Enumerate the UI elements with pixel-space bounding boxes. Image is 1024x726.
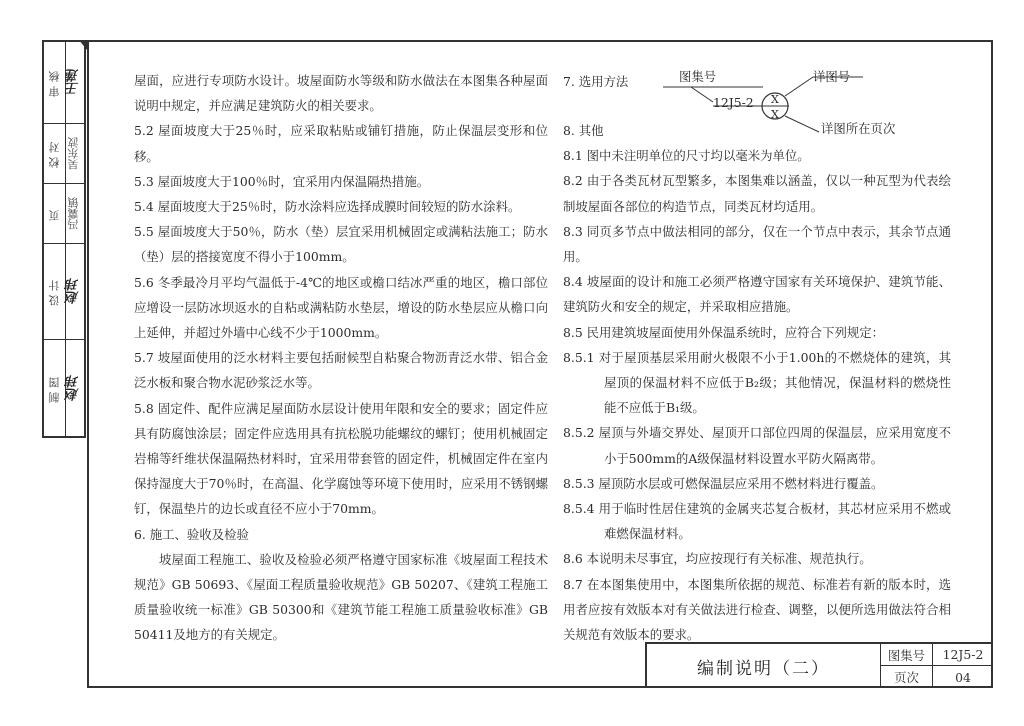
callout-code: 12J5-2 xyxy=(713,95,754,110)
section-7-heading: 7. 选用方法 xyxy=(563,74,629,89)
sign-cell-review xyxy=(44,42,84,124)
sign-cell-proof-sign xyxy=(44,184,84,244)
title-block xyxy=(645,642,993,688)
note-8-5-1: 8.5.1 对于屋顶基层采用耐火极限不小于1.00h的不燃烧体的建筑，其屋顶的保温材料不应低于B₂级；其他情况，保温材料的燃烧性能不应低于B₁级。 xyxy=(563,349,951,416)
note-8-4: 8.4 坡屋面的设计和施工必须严格遵守国家有关环境保护、建筑节能、建筑防火和安全的规定，并采取相应措施。 xyxy=(563,274,951,315)
sign-name-2: 冯冀镇 xyxy=(67,197,80,230)
binding-corner-icon xyxy=(79,40,87,50)
note-5-4: 5.4 屋面坡度大于25％时，防水涂料应选择成膜时间较短的防水涂料。 xyxy=(134,199,521,215)
notes-left-column xyxy=(134,68,548,648)
atlas-number-label: 图集号 xyxy=(881,644,933,666)
note-5-8: 5.8 固定件、配件应满足屋面防水层设计使用年限和安全的要求；固定件应具有防腐蚀涂层；固定件应选用具有抗松脱功能螺纹的螺钉；使用机械固定岩棉等纤维状保温隔热材料时，宜采用带套管的固定件，机械固定件在室内保持湿度大于70％时，在高温、化学腐蚀等环境下使用时，应采用不锈钢螺钉，保温垫片的边长或直径不应小于70mm。 xyxy=(134,400,548,517)
note-8-2: 8.2 由于各类瓦材瓦型繁多，本图集难以涵盖，仅以一种瓦型为代表绘制坡屋面各部位的构造节点，同类瓦材均适用。 xyxy=(563,173,951,214)
note-8-5-3: 8.5.3 屋顶防水层或可燃保温层应采用不燃材料进行覆盖。 xyxy=(563,475,884,491)
sheet-title: 编制说明（二） xyxy=(647,644,881,688)
note-5-3: 5.3 屋面坡度大于100％时，宜采用内保温隔热措施。 xyxy=(134,173,430,189)
sign-cell-proof xyxy=(44,124,84,184)
note-8-3: 8.3 同页多节点中做法相同的部分，仅在一个节点中表示，其余节点通用。 xyxy=(563,223,951,265)
note-5-6: 5.6 冬季最冷月平均气温低于-4℃的地区或檐口结冰严重的地区，檐口部位应增设一层防冰坝返水的自粘或满粘防水垫层，增设的防水垫层应从檐口向上延伸，并超过外墙中心线不少于1000mm。 xyxy=(134,274,548,341)
callout-page-number: X xyxy=(771,108,779,121)
note-8-1: 8.1 图中未注明单位的尺寸均以毫米为单位。 xyxy=(563,148,810,164)
note-8-5-4: 8.5.4 用于临时性居住建筑的金属夹芯复合板材，其芯材应采用不燃或难燃保温材料。 xyxy=(563,501,951,542)
note-paragraph: 屋面，应进行专项防水设计。坡屋面防水等级和防水做法在本图集各种屋面说明中规定，并应满足建筑防火的相关要求。 xyxy=(134,73,548,114)
note-8-6: 8.6 本说明未尽事宜，均应按现行有关标准、规范执行。 xyxy=(563,551,872,567)
sign-cell-drawing xyxy=(44,340,84,436)
note-5-2: 5.2 屋面坡度大于25％时，应采取粘贴或铺钉措施，防止保温层变形和位移。 xyxy=(134,123,548,164)
signature-strip xyxy=(42,40,86,438)
note-6-body: 坡屋面工程施工、验收及检验必须严格遵守国家标准《坡屋面工程技术规范》GB 50693、《屋面工程质量验收规范》GB 50207、《建筑工程施工质量验收统一标准》GB 50300和《建筑节能工程施工质量验收标准》GB 50411及地方的有关规定。 xyxy=(134,551,548,643)
note-8-5: 8.5 民用建筑坡屋面使用外保温系统时，应符合下列规定： xyxy=(563,324,885,340)
note-5-5: 5.5 屋面坡度大于50％，防水（垫）层宜采用机械固定或满粘法施工；防水（垫）层的搭接宽度不得小于100mm。 xyxy=(134,224,548,265)
section-6-heading: 6. 施工、验收及检验 xyxy=(134,526,249,542)
callout-detail-number: X xyxy=(771,93,779,106)
sign-name-1: 吴东波 xyxy=(67,137,80,170)
sign-label-drawing: 制图 xyxy=(48,373,61,403)
page-number-value: 04 xyxy=(955,669,971,685)
section-8-heading: 8. 其他 xyxy=(563,123,604,138)
callout-page-label: 详图所在页次 xyxy=(821,121,896,136)
sign-name-3: 赵玮 xyxy=(66,278,82,305)
sign-label-proof: 校对 xyxy=(48,138,61,169)
sign-label-design: 设计 xyxy=(48,276,61,307)
callout-atlas-label: 图集号 xyxy=(679,69,717,84)
note-8-7: 8.7 在本图集使用中，本图集所依据的规范、标准若有新的版本时，选用者应按有效版本对有关做法进行检查、调整，以便所选用做法符合相关规范有效版本的要求。 xyxy=(563,576,951,643)
notes-right-column xyxy=(563,118,951,647)
sign-label-review: 审核 xyxy=(48,67,61,98)
sign-cell-design xyxy=(44,244,84,340)
sign-label-page: 页 xyxy=(48,206,61,221)
sign-name-4: 赵玮 xyxy=(66,375,82,401)
note-5-7: 5.7 坡屋面使用的泛水材料主要包括耐候型自粘聚合物沥青泛水带、铝合金泛水板和聚合物水泥砂浆泛水等。 xyxy=(134,350,548,391)
callout-detail-label: 详图号 xyxy=(813,69,851,84)
sign-value-review: 王莲 xyxy=(66,69,82,96)
note-8-5-2: 8.5.2 屋顶与外墙交界处、屋顶开口部位四周的保温层，应采用宽度不小于500mm的A级保温材料设置水平防火隔离带。 xyxy=(563,425,951,466)
atlas-number-value: 12J5-2 xyxy=(933,644,993,666)
page-number-label: 页次 xyxy=(881,666,933,688)
